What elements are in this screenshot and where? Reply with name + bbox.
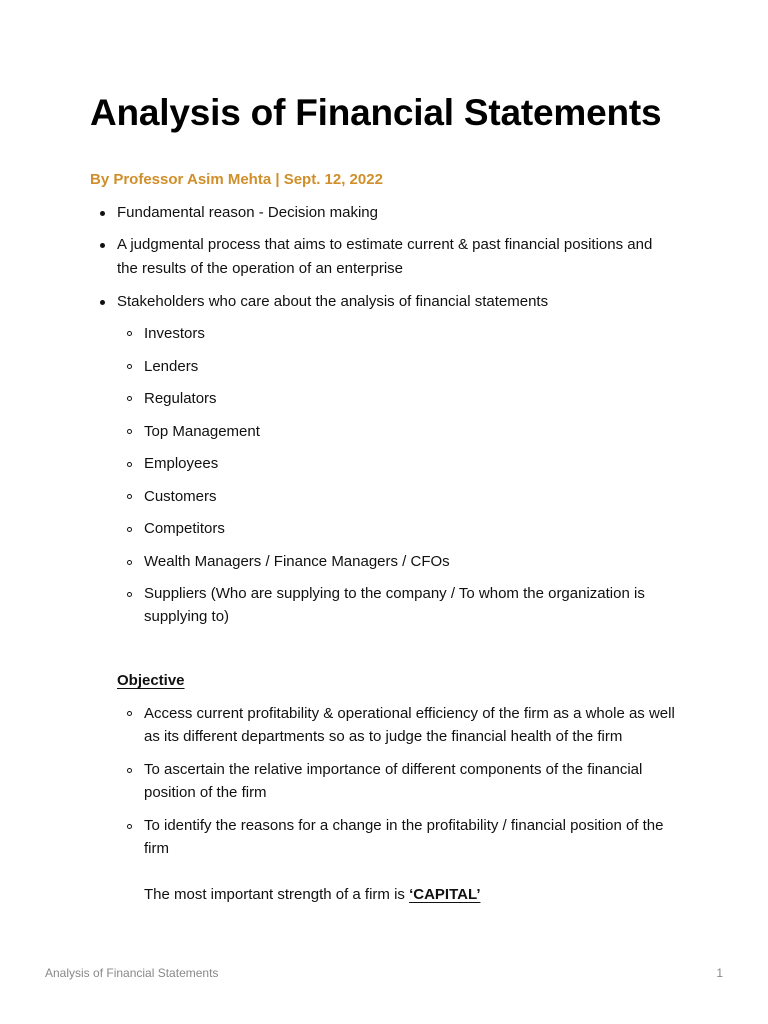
objective-text: position of the firm — [144, 784, 267, 801]
stakeholder-text: Lenders — [144, 358, 199, 375]
bullet-circle-icon — [127, 494, 132, 499]
capital-note-text: The most important strength of a firm is — [144, 886, 410, 903]
bullet-text: the results of the operation of an enterprise — [117, 260, 404, 277]
footer-title: Analysis of Financial Statements — [45, 966, 219, 980]
bullet-circle-icon — [127, 592, 132, 597]
bullet-dot-icon — [100, 211, 105, 216]
objective-text: firm — [144, 840, 169, 857]
byline: By Professor Asim Mehta | Sept. 12, 2022 — [90, 171, 383, 188]
stakeholder-text: Top Management — [144, 423, 260, 440]
stakeholder-text: Customers — [144, 488, 217, 505]
bullet-circle-icon — [127, 462, 132, 467]
bullet-circle-icon — [127, 429, 132, 434]
stakeholder-text: Suppliers (Who are supplying to the company / To whom the organization is — [144, 585, 645, 602]
bullet-circle-icon — [127, 527, 132, 532]
document-title: Analysis of Financial Statements — [90, 92, 662, 133]
stakeholder-text: Investors — [144, 325, 205, 342]
stakeholder-text: Wealth Managers / Finance Managers / CFOs — [144, 553, 450, 570]
objective-text: as its different departments so as to judge the financial health of the firm — [144, 728, 623, 745]
objective-text: Access current profitability & operational efficiency of the firm as a whole as well — [144, 705, 675, 722]
capital-emphasis: ‘CAPITAL’ — [409, 886, 481, 903]
bullet-circle-icon — [127, 560, 132, 565]
stakeholder-text: Competitors — [144, 520, 225, 537]
page-number: 1 — [716, 966, 723, 980]
objective-text: To ascertain the relative importance of different components of the financial — [144, 761, 643, 778]
capital-note — [144, 883, 480, 906]
bullet-text: Fundamental reason - Decision making — [117, 204, 378, 221]
bullet-circle-icon — [127, 396, 132, 401]
bullet-text: A judgmental process that aims to estimate current & past financial positions and — [117, 236, 653, 253]
objective-text: To identify the reasons for a change in the profitability / financial position of the — [144, 817, 664, 834]
bullet-dot-icon — [100, 243, 105, 248]
stakeholder-text: supplying to) — [144, 608, 230, 625]
stakeholder-text: Regulators — [144, 390, 217, 407]
stakeholder-text: Employees — [144, 455, 219, 472]
bullet-circle-icon — [127, 331, 132, 336]
bullet-circle-icon — [127, 364, 132, 369]
bullet-circle-icon — [127, 768, 132, 773]
bullet-circle-icon — [127, 824, 132, 829]
objective-heading: Objective — [117, 672, 185, 689]
bullet-dot-icon — [100, 300, 105, 305]
bullet-text: Stakeholders who care about the analysis of financial statements — [117, 293, 549, 310]
bullet-circle-icon — [127, 711, 132, 716]
